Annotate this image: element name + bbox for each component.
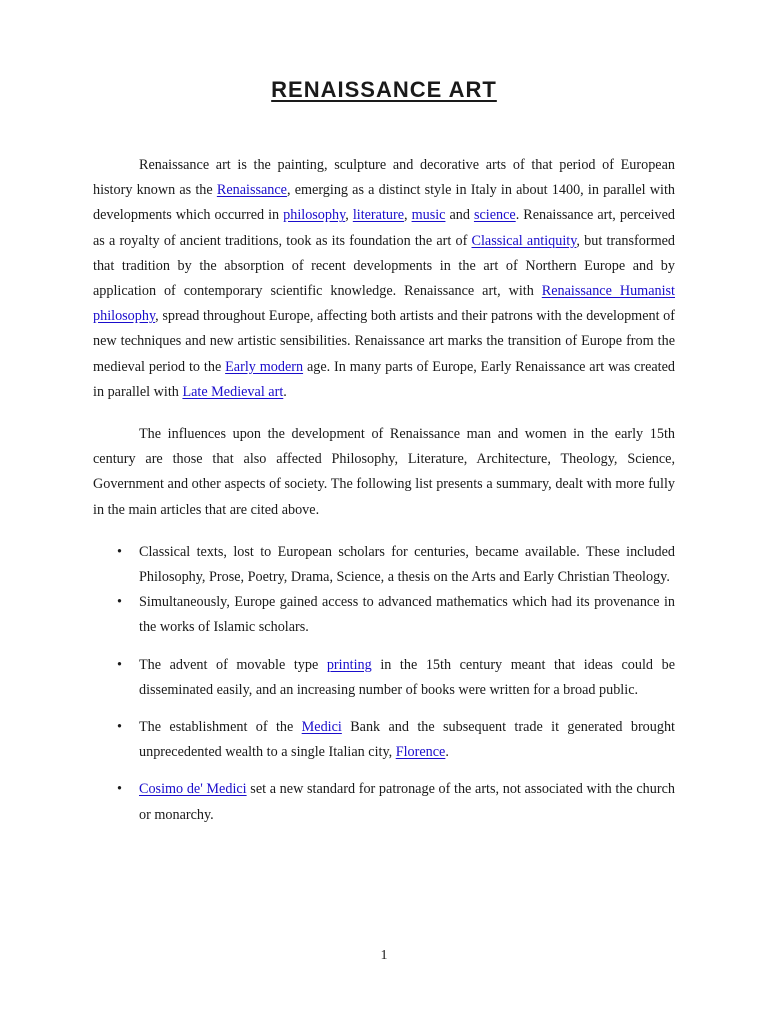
inline-link[interactable]: Renaissance [216,182,287,199]
list-item [93,540,675,590]
inline-link[interactable]: Classical antiquity [471,232,577,249]
list-item-text [139,781,675,822]
list-item-text [139,657,675,698]
bullet-icon: • [117,781,122,798]
text-run: Renaissance art is the painting, sculpture and decorative arts of that period of European history known as the [93,157,675,199]
text-run: in the 15th century meant that ideas could be disseminated easily, and an increasing number of books were written for a broad public. [139,656,675,698]
text-run: . [283,383,287,400]
inline-link[interactable]: music [411,207,446,224]
text-run: and [445,207,474,224]
bullet-icon: • [117,594,122,611]
inline-link[interactable]: Renaissance Humanist philosophy [93,283,675,325]
text-run: The advent of movable type [139,656,327,673]
document-title: RENAISSANCE ART [271,77,497,102]
inline-link[interactable]: Late Medieval art [182,383,284,400]
document-page [93,0,675,828]
influences-list [93,540,675,828]
text-run: . [445,744,449,761]
bullet-icon: • [117,656,122,673]
list-item [93,777,675,827]
list-item [93,715,675,765]
inline-link[interactable]: Cosimo de' Medici [139,781,247,798]
inline-link[interactable]: Early modern [225,358,304,375]
text-run: The establishment of the [139,719,302,736]
list-item-text [139,719,675,760]
inline-link[interactable]: Florence [395,744,446,761]
bullet-icon: • [117,719,122,736]
list-item [93,590,675,640]
influences-paragraph [93,422,675,523]
text-run: , [404,207,412,224]
list-item-text [139,544,675,585]
list-item-text [139,594,675,635]
inline-link[interactable]: Medici [301,719,342,736]
text-run: , but transformed that tradition by the absorption of recent developments in the art of Northern Europe and by application of contemporary scientific knowledge. Renaissance art, with [93,232,675,300]
text-run: The influences upon the development of Renaissance man and women in the early 15th century are those that also affected Philosophy, Literature, Architecture, Theology, Science, Government and other aspects of society. The following list presents a summary, dealt with more fully in the main articles that are cited above. [93,426,675,518]
inline-link[interactable]: science [473,207,516,224]
text-run: . Renaissance art, perceived as a royalty of ancient traditions, took as its foundation the art of [93,207,675,249]
text-run: , [345,207,353,224]
inline-link[interactable]: philosophy [283,207,346,224]
inline-link[interactable]: printing [326,656,372,673]
list-item [93,653,675,703]
intro-paragraph [93,153,675,405]
text-run: Bank and the subsequent trade it generated brought unprecedented wealth to a single Italian city, [139,719,675,761]
inline-link[interactable]: literature [352,207,405,224]
bullet-icon: • [117,543,122,560]
text-run: set a new standard for patronage of the arts, not associated with the church or monarchy. [139,781,675,823]
text-run: Classical texts, lost to European scholars for centuries, became available. These included Philosophy, Prose, Poetry, Drama, Science, a thesis on the Arts and Early Christian Theology. [139,543,675,586]
page-number: 1 [380,948,388,963]
text-run: , emerging as a distinct style in Italy in about 1400, in parallel with developments which occurred in [93,182,676,224]
text-run: , spread throughout Europe, affecting both artists and their patrons with the development of new techniques and new artistic sensibilities. Renaissance art marks the transition of Europe from the medieval period to the [93,308,675,375]
text-run: Simultaneously, Europe gained access to advanced mathematics which had its provenance in the works of Islamic scholars. [139,594,675,636]
text-run: age. In many parts of Europe, Early Renaissance art was created in parallel with [93,358,675,400]
